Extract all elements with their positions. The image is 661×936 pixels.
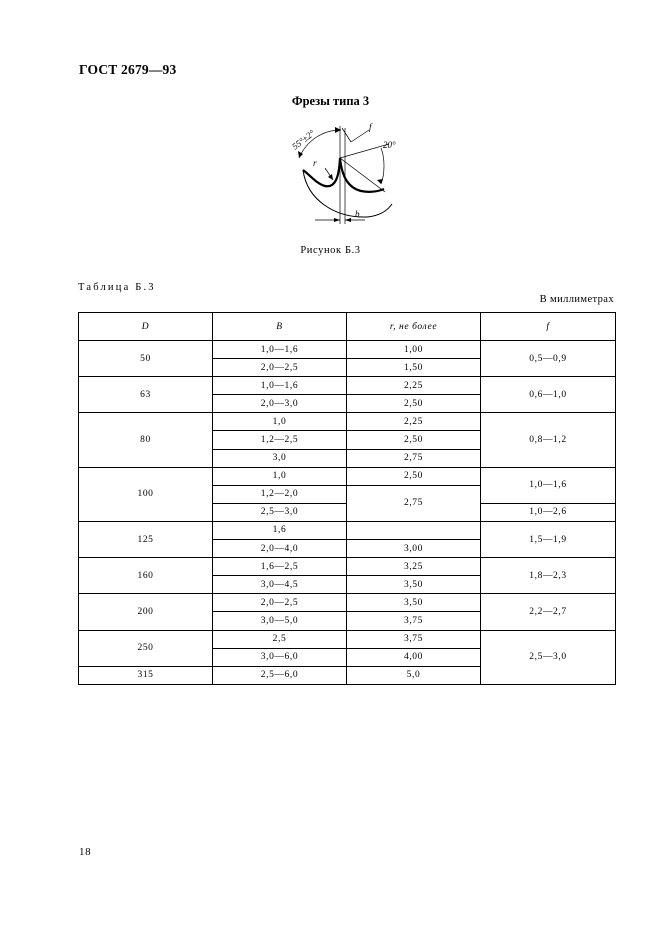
cell-f: 0,5—0,9 [481, 341, 616, 377]
cutter-body-outline [303, 170, 392, 217]
cell-f: 1,8—2,3 [481, 558, 616, 594]
cell-f: 2,2—2,7 [481, 594, 616, 630]
cell-r: 2,50 [347, 467, 481, 485]
angle-20-arc [381, 148, 384, 184]
angle-20-label: 20° [383, 140, 396, 150]
cell-B: 2,5—6,0 [213, 666, 347, 684]
table-row [79, 630, 616, 648]
cell-B: 1,2—2,0 [213, 485, 347, 503]
table-title: Таблица Б.3 [78, 282, 156, 293]
cell-r: 2,75 [347, 449, 481, 467]
table-row [79, 467, 616, 485]
cell-r: 2,50 [347, 431, 481, 449]
table-row [79, 558, 616, 576]
cell-r: 2,25 [347, 413, 481, 431]
cell-B: 1,0 [213, 413, 347, 431]
cell-r: 2,50 [347, 395, 481, 413]
radius-label: r [313, 158, 317, 168]
cell-r: 4,00 [347, 648, 481, 666]
cell-r: 1,50 [347, 359, 481, 377]
b-label: b [355, 209, 360, 219]
cell-B: 3,0—6,0 [213, 648, 347, 666]
cell-B: 1,0—1,6 [213, 377, 347, 395]
figure-title: Фрезы типа 3 [291, 94, 370, 108]
cell-f: 1,0—1,6 [481, 467, 616, 503]
angle-20-line-a [340, 144, 389, 158]
header-B: B [213, 313, 347, 341]
cell-D: 315 [79, 666, 213, 684]
cell-D: 250 [79, 630, 213, 666]
cell-r: 3,50 [347, 576, 481, 594]
cell-B: 1,0 [213, 467, 347, 485]
f-leader [351, 130, 369, 142]
cell-r: 3,25 [347, 558, 481, 576]
cell-D: 125 [79, 521, 213, 557]
cell-B: 3,0—4,5 [213, 576, 347, 594]
cell-B: 2,5—3,0 [213, 503, 347, 521]
cell-r: 5,0 [347, 666, 481, 684]
table-row [79, 413, 616, 431]
cell-r: 1,00 [347, 341, 481, 359]
document-code: ГОСТ 2679—93 [79, 62, 177, 77]
figure-caption: Рисунок Б.3 [300, 245, 361, 256]
cell-B: 2,0—3,0 [213, 395, 347, 413]
table-row [79, 377, 616, 395]
cell-r: 2,75 [347, 485, 481, 521]
cell-B: 2,5 [213, 630, 347, 648]
cutter-profile-drawing [285, 122, 415, 234]
header-D: D [79, 313, 213, 341]
cell-D: 50 [79, 341, 213, 377]
cell-B: 1,6 [213, 521, 347, 539]
cell-B: 2,0—4,0 [213, 540, 347, 558]
cell-D: 80 [79, 413, 213, 467]
cell-r: 3,50 [347, 594, 481, 612]
cutter-dimensions-table [78, 312, 616, 685]
cell-B: 2,0—2,5 [213, 594, 347, 612]
table-row [79, 594, 616, 612]
page-number: 18 [79, 846, 92, 858]
f-label: f [369, 122, 372, 132]
cell-r: 3,75 [347, 630, 481, 648]
table-row [79, 521, 616, 539]
cell-r: 2,25 [347, 377, 481, 395]
angle-55-label: 55°±2° [290, 127, 317, 152]
cell-B: 3,0 [213, 449, 347, 467]
cell-f: 1,5—1,9 [481, 521, 616, 557]
cell-B: 1,0—1,6 [213, 341, 347, 359]
table-units: В миллиметрах [539, 294, 614, 305]
table-row [79, 341, 616, 359]
table-header-row [79, 313, 616, 341]
header-f: f [481, 313, 616, 341]
cell-f: 1,0—2,6 [481, 503, 616, 521]
cell-D: 160 [79, 558, 213, 594]
cell-r [347, 521, 481, 539]
cell-B: 1,2—2,5 [213, 431, 347, 449]
cell-D: 63 [79, 377, 213, 413]
cell-f: 0,6—1,0 [481, 377, 616, 413]
cell-f: 2,5—3,0 [481, 630, 616, 684]
cell-D: 100 [79, 467, 213, 521]
header-r: r, не более [347, 313, 481, 341]
cell-D: 200 [79, 594, 213, 630]
cell-f: 0,8—1,2 [481, 413, 616, 467]
cell-r: 3,00 [347, 540, 481, 558]
cell-B: 3,0—5,0 [213, 612, 347, 630]
tooth-profile-left [303, 158, 340, 186]
cell-B: 1,6—2,5 [213, 558, 347, 576]
cell-r: 3,75 [347, 612, 481, 630]
cell-B: 2,0—2,5 [213, 359, 347, 377]
angle-20-line-b [340, 158, 385, 192]
